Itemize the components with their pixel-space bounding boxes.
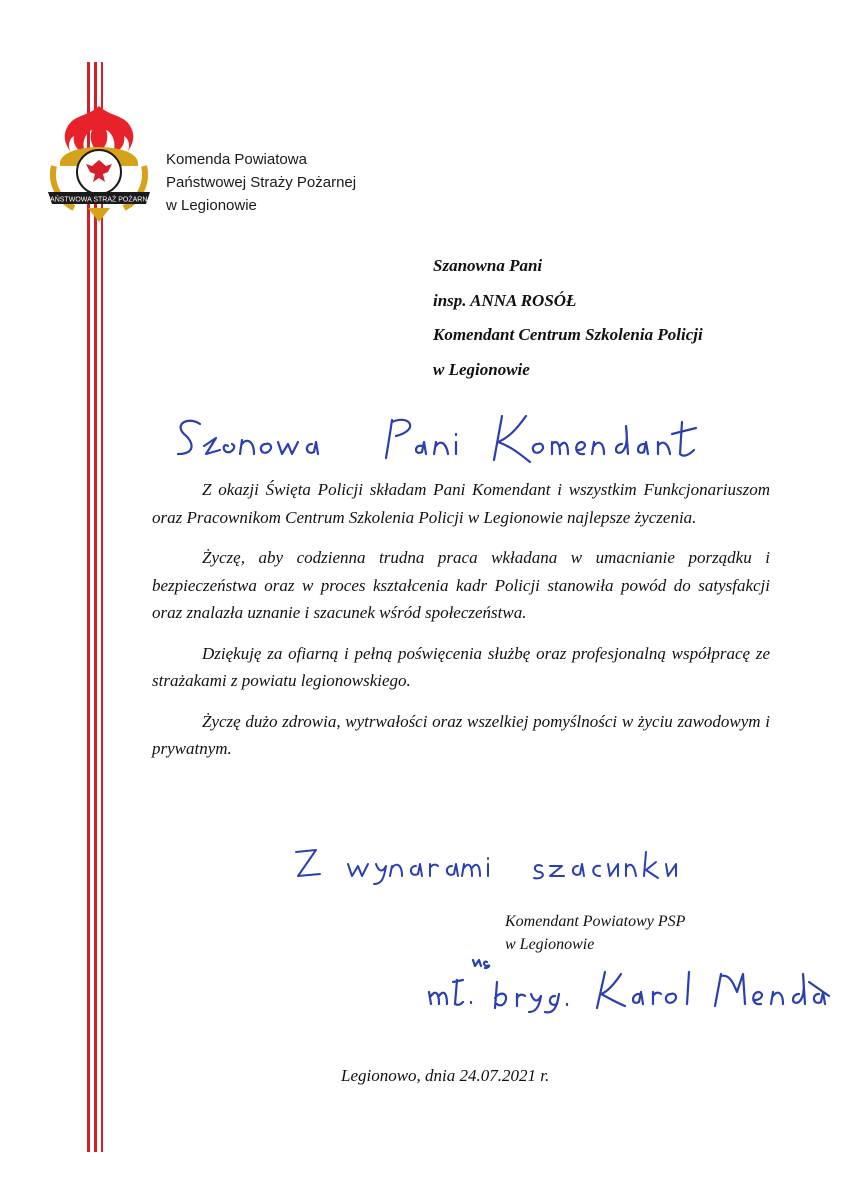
addressee-line-4: w Legionowie <box>433 359 530 379</box>
red-stripe-right <box>101 62 103 1152</box>
handwritten-greeting-signature <box>170 402 770 470</box>
body-paragraph-4: Życzę dużo zdrowia, wytrwałości oraz wszelkiej pomyślności w życiu zawodowym i prywatnym. <box>152 711 770 758</box>
signer-location: w Legionowie <box>505 936 595 953</box>
body-paragraph-1: Z okazji Święta Policji składam Pani Komendant i wszystkim Funkcjonariuszom oraz Pracownikom Centrum Szkolenia Policji w Legionowie najlepsze życzenia. <box>152 480 770 527</box>
handwritten-closing-signature <box>292 840 722 886</box>
handwritten-signature <box>425 952 835 1014</box>
letter-body <box>152 476 770 776</box>
addressee-line-3: Komendant Centrum Szkolenia Policji <box>433 325 703 344</box>
signer-block <box>505 910 685 956</box>
organization-name <box>166 148 356 217</box>
stripe-gap <box>90 62 93 1152</box>
stripe-gap <box>97 62 100 1152</box>
org-line-3: w Legionowie <box>166 197 257 214</box>
fire-service-emblem-logo <box>40 100 158 225</box>
svg-text:PAŃSTWOWA STRAŻ POŻARNA: PAŃSTWOWA STRAŻ POŻARNA <box>45 196 153 204</box>
addressee-line-1: Szanowna Pani <box>433 256 543 275</box>
signer-title: Komendant Powiatowy PSP <box>505 913 686 930</box>
addressee-block <box>433 249 703 387</box>
addressee-line-2: insp. ANNA ROSÓŁ <box>433 290 577 310</box>
body-paragraph-3: Dziękuję za ofiarną i pełną poświęcenia służbę oraz profesjonalną współpracę ze strażakami z powiatu legionowskiego. <box>152 643 770 690</box>
place-and-date: Legionowo, dnia 24.07.2021 r. <box>341 1066 550 1085</box>
body-paragraph-2: Życzę, aby codzienna trudna praca wkładana w umacnianie porządku i bezpieczeństwa oraz w proces kształcenia kadr Policji stanowiła powód do satysfakcji oraz znalazła uznanie i szacunek wśród społeczeństwa. <box>152 548 770 622</box>
org-line-2: Państwowej Straży Pożarnej <box>166 174 357 191</box>
org-line-1: Komenda Powiatowa <box>166 151 307 168</box>
